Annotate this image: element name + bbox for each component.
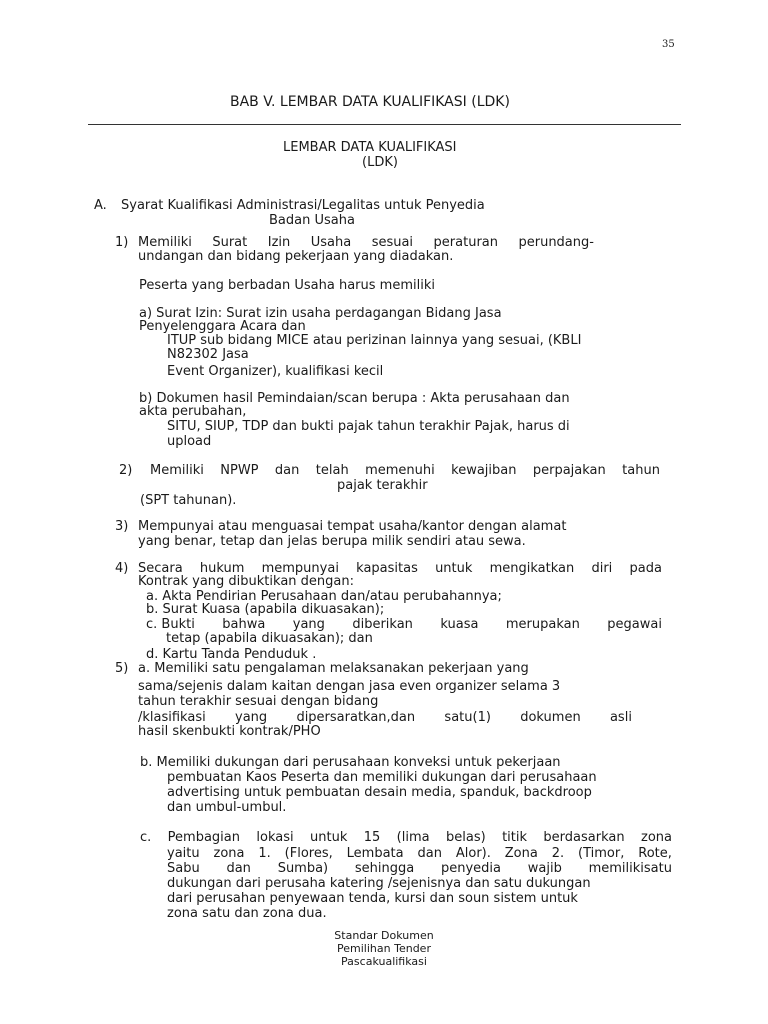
word: yang xyxy=(292,617,325,632)
item-5b-line-2: pembuatan Kaos Peserta dan memiliki dukungan dari perusahaan xyxy=(167,770,597,785)
word: Secara xyxy=(138,561,183,576)
word: asli xyxy=(609,710,632,725)
word: kewajiban xyxy=(451,463,517,478)
item-1a-line-3: ITUP sub bidang MICE atau perizinan lainnya yang sesuai, (KBLI xyxy=(167,333,582,348)
item-5a-line-4 xyxy=(138,711,632,725)
word: 1. xyxy=(258,846,271,861)
word: belas) xyxy=(446,830,486,845)
item-2-line-2: pajak terakhir xyxy=(337,478,428,493)
item-4d: d. Kartu Tanda Penduduk . xyxy=(146,647,317,662)
item-1a-line-2: Penyelenggara Acara dan xyxy=(139,319,306,334)
item-1b-line-4: upload xyxy=(167,434,212,449)
word: Sabu xyxy=(167,861,200,876)
item-1a-line-1: a) Surat Izin: Surat izin usaha perdagangan Bidang Jasa xyxy=(139,306,502,321)
item-2-line-3: (SPT tahunan). xyxy=(140,493,237,508)
item-5c-line-5: dari perusahan penyewaan tenda, kursi dan soun sistem untuk xyxy=(167,891,578,906)
word: yaitu xyxy=(167,846,200,861)
word: penyedia xyxy=(440,861,501,876)
word: dipersaratkan,dan xyxy=(296,710,416,725)
item-5c-line-6: zona satu dan zona dua. xyxy=(167,906,327,921)
word: Memiliki xyxy=(150,463,204,478)
word: (Timor, xyxy=(578,846,625,861)
word: diri xyxy=(591,561,613,576)
item-4c-line-1 xyxy=(146,618,662,632)
word: tahun xyxy=(622,463,660,478)
word: satu(1) xyxy=(444,710,491,725)
word: dan xyxy=(274,463,300,478)
word: Surat xyxy=(212,235,248,250)
item-1-line-1 xyxy=(138,236,594,250)
item-5b-line-1: b. Memiliki dukungan dari perusahaan konveksi untuk pekerjaan xyxy=(140,755,561,770)
word: /klasifikasi xyxy=(138,710,206,725)
word: yang xyxy=(235,710,268,725)
word: perpajakan xyxy=(532,463,606,478)
word: 15 xyxy=(363,830,381,845)
word: Alor). xyxy=(455,846,491,861)
word: sesuai xyxy=(371,235,414,250)
item-1b-line-2: akta perubahan, xyxy=(139,404,247,419)
word: 2. xyxy=(551,846,565,861)
section-a-heading: Syarat Kualifikasi Administrasi/Legalitas untuk Penyedia xyxy=(121,198,485,213)
item-1a-line-5: Event Organizer), kualifikasi kecil xyxy=(167,364,384,379)
item-5a-line-5: hasil skenbukti kontrak/PHO xyxy=(138,724,321,739)
word: NPWP xyxy=(220,463,259,478)
word: merupakan xyxy=(505,617,580,632)
word: memenuhi xyxy=(365,463,435,478)
item-4b: b. Surat Kuasa (apabila dikuasakan); xyxy=(146,602,385,617)
form-subtitle: (LDK) xyxy=(362,155,398,170)
item-1-intro: Peserta yang berbadan Usaha harus memiliki xyxy=(139,278,435,293)
word: mengikatkan xyxy=(489,561,575,576)
word: Usaha xyxy=(310,235,352,250)
word: peraturan xyxy=(433,235,498,250)
footer-line-1: Standar Dokumen xyxy=(334,929,434,942)
word: titik xyxy=(502,830,528,845)
item-4c-line-2: tetap (apabila dikuasakan); dan xyxy=(166,631,373,646)
word: telah xyxy=(315,463,349,478)
item-1b-line-3: SITU, SIUP, TDP dan bukti pajak tahun terakhir Pajak, harus di xyxy=(167,419,570,434)
item-5a-line-1: a. Memiliki satu pengalaman melaksanakan pekerjaan yang xyxy=(138,661,529,676)
word: berdasarkan xyxy=(543,830,625,845)
item-5a-line-3: tahun terakhir sesuai dengan bidang xyxy=(138,694,379,709)
page-number: 35 xyxy=(662,39,675,50)
word: mempunyai xyxy=(261,561,339,576)
word: lokasi xyxy=(256,830,294,845)
word: dan xyxy=(226,861,251,876)
item-3-line-2: yang benar, tetap dan jelas berupa milik sendiri atau sewa. xyxy=(138,534,526,549)
item-5a-line-2: sama/sejenis dalam kaitan dengan jasa even organizer selama 3 xyxy=(138,679,561,694)
footer-line-3: Pascakualifikasi xyxy=(341,955,427,968)
chapter-title: BAB V. LEMBAR DATA KUALIFIKASI (LDK) xyxy=(230,94,510,110)
section-a-label: A. xyxy=(94,198,107,213)
word: Lembata xyxy=(346,846,404,861)
item-4-number: 4) xyxy=(115,561,129,576)
form-title: LEMBAR DATA KUALIFIKASI xyxy=(283,140,457,155)
item-5c-line-3 xyxy=(167,862,672,876)
item-5c-line-2 xyxy=(167,847,672,861)
item-2-line-1 xyxy=(150,464,660,478)
word: kapasitas xyxy=(356,561,418,576)
word: Zona xyxy=(504,846,538,861)
word: pada xyxy=(629,561,662,576)
item-2-number: 2) xyxy=(119,463,133,478)
item-3-number: 3) xyxy=(115,519,129,534)
word: c. Bukti xyxy=(146,617,195,632)
word: Pembagian xyxy=(167,830,240,845)
word: zona xyxy=(213,846,245,861)
word: wajib xyxy=(527,861,562,876)
word: perundang- xyxy=(518,235,594,250)
word: zona xyxy=(641,830,672,845)
word: Izin xyxy=(267,235,291,250)
word: (Flores, xyxy=(284,846,333,861)
item-1-line-2: undangan dan bidang pekerjaan yang diadakan. xyxy=(138,249,454,264)
item-5c-line-1 xyxy=(140,831,672,845)
word: Memiliki xyxy=(138,235,192,250)
item-3-line-1: Mempunyai atau menguasai tempat usaha/kantor dengan alamat xyxy=(138,519,567,534)
item-5b-line-4: dan umbul-umbul. xyxy=(167,800,287,815)
word: sehingga xyxy=(354,861,415,876)
word: pegawai xyxy=(607,617,662,632)
item-1-number: 1) xyxy=(115,235,129,250)
item-5c-line-4: dukungan dari perusaha katering /sejenisnya dan satu dukungan xyxy=(167,876,591,891)
item-5b-line-3: advertising untuk pembuatan desain media, spanduk, backdroop xyxy=(167,785,592,800)
word: (lima xyxy=(396,830,430,845)
word: Rote, xyxy=(638,846,672,861)
title-divider xyxy=(88,124,681,125)
section-a-heading-cont: Badan Usaha xyxy=(269,213,355,228)
word: Sumba) xyxy=(277,861,329,876)
item-1b-line-1: b) Dokumen hasil Pemindaian/scan berupa : Akta perusahaan dan xyxy=(139,391,570,406)
item-1a-line-4: N82302 Jasa xyxy=(167,347,249,362)
word: untuk xyxy=(435,561,473,576)
word: bahwa xyxy=(222,617,266,632)
word: c. xyxy=(140,830,152,845)
item-4-line-2: Kontrak yang dibuktikan dengan: xyxy=(138,574,354,589)
word: memilikisatu xyxy=(588,861,672,876)
item-5-number: 5) xyxy=(115,661,129,676)
footer-line-2: Pemilihan Tender xyxy=(337,942,431,955)
word: untuk xyxy=(310,830,348,845)
word: kuasa xyxy=(440,617,479,632)
word: hukum xyxy=(199,561,245,576)
word: dan xyxy=(417,846,442,861)
item-4a: a. Akta Pendirian Perusahaan dan/atau perubahannya; xyxy=(146,589,502,604)
word: dokumen xyxy=(520,710,581,725)
word: diberikan xyxy=(352,617,413,632)
